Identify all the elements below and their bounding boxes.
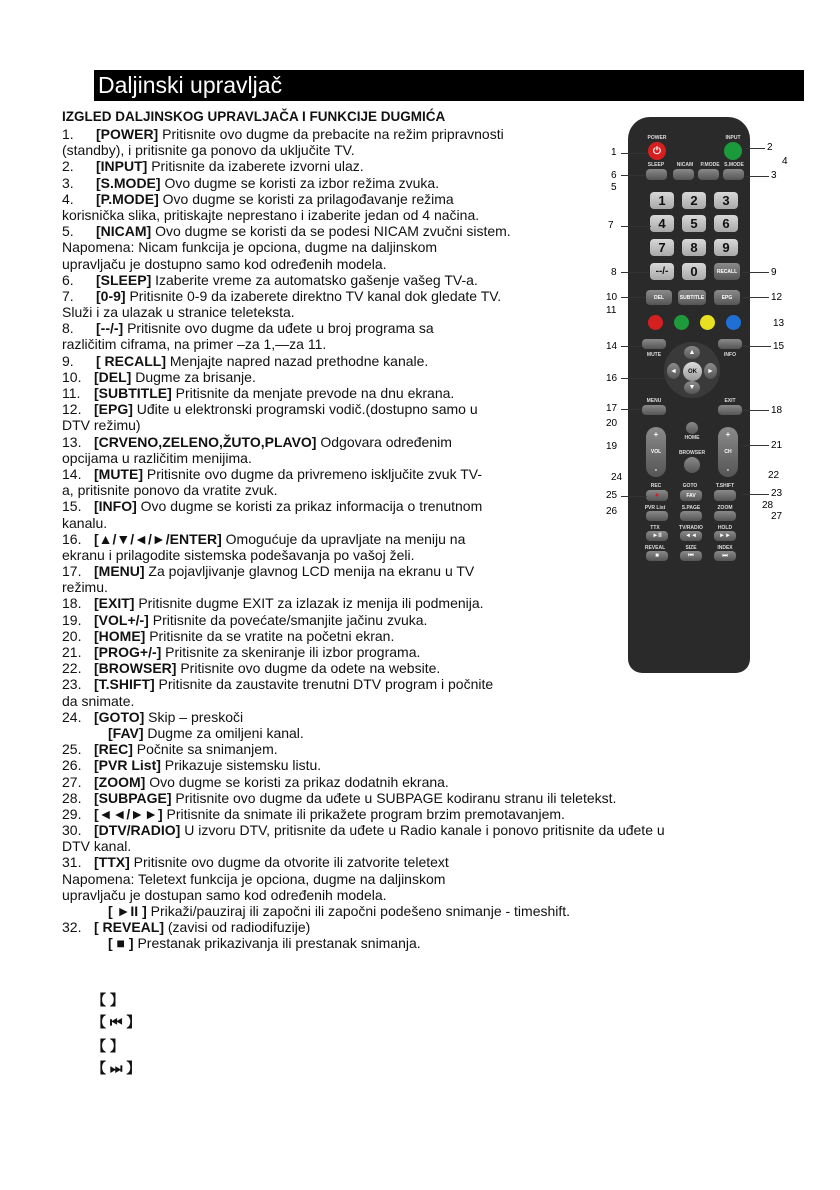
- leader-line: [621, 346, 642, 347]
- description: Pritisnite ovo dugme da odete na website.: [176, 660, 441, 677]
- button-key: [VOL+/-]: [94, 611, 149, 628]
- description: U izvoru DTV, pritisnite da uđete u Radio kanale i ponovo pritisnite da uđete u: [180, 822, 665, 839]
- description: Pritisnite ovo dugme da otvorite ili zatvorite teletext: [129, 854, 449, 871]
- item-number: 12.: [62, 401, 82, 418]
- callout-number: 14: [606, 341, 618, 352]
- sleep-label: SLEEP: [647, 162, 665, 168]
- description: Prikaži/pauziraj ili započni ili započni podešeno snimanje - timeshift.: [146, 903, 571, 919]
- button-key: [BROWSER]: [94, 660, 177, 677]
- callout-number: 13: [773, 318, 785, 329]
- blue-button[interactable]: [726, 315, 741, 330]
- function-line: [62, 676, 782, 692]
- smode-label: S.MODE: [724, 162, 744, 168]
- function-line: [62, 838, 782, 854]
- callout-number: 25: [606, 490, 618, 501]
- function-line: [62, 887, 782, 903]
- callout-number: 27: [771, 511, 783, 522]
- description: Pritisnite dugme EXIT za izlazak iz menija ili podmenija.: [134, 595, 484, 612]
- description: različitim ciframa, na primer –za 1,—za 11.: [62, 336, 327, 353]
- description: Pritisnite da menjate prevode na dnu ekrana.: [171, 385, 455, 401]
- rec-button[interactable]: ●: [646, 490, 668, 501]
- remote-control-illustration: [628, 117, 750, 673]
- button-key: [ZOOM]: [94, 773, 146, 790]
- leader-line: [742, 410, 769, 411]
- description: Za pojavljivanje glavnog LCD menija na ekranu u TV: [144, 563, 475, 580]
- callout-number: 26: [606, 506, 618, 517]
- item-number: 15.: [62, 498, 82, 515]
- item-number: 10.: [62, 368, 82, 385]
- button-key: [INPUT]: [96, 158, 148, 175]
- ok-button[interactable]: OK: [683, 362, 702, 381]
- button-key: [POWER]: [96, 126, 159, 142]
- description: Pritisnite ovo dugme da prebacite na režim pripravnosti: [158, 126, 504, 142]
- item-number: 22.: [62, 660, 82, 677]
- item-number: 9.: [62, 352, 74, 369]
- description: Odgovara određenim: [316, 433, 452, 450]
- vol-label: VOL: [650, 449, 662, 455]
- description: Omogućuje da upravljate na meniju na: [221, 530, 466, 547]
- item-number: 27.: [62, 773, 82, 790]
- button-key: [SUBPAGE]: [94, 789, 172, 806]
- next-button[interactable]: ⏭: [714, 551, 736, 561]
- function-line: [62, 709, 782, 725]
- del-button[interactable]: DEL: [646, 290, 672, 305]
- description: Napomena: Teletext funkcija je opciona, dugme na daljinskom: [62, 870, 446, 887]
- power-button[interactable]: ⏻: [648, 142, 666, 160]
- browser-button[interactable]: [684, 457, 700, 473]
- digit-0-button[interactable]: 0: [682, 263, 706, 280]
- menu-label: MENU: [646, 398, 662, 404]
- description: Dugme za omiljeni kanal.: [143, 724, 304, 741]
- digit-3-button[interactable]: 3: [714, 192, 738, 209]
- button-key: [CRVENO,ZELENO,ŽUTO,PLAVO]: [94, 433, 317, 450]
- digit-6-button[interactable]: 6: [714, 215, 738, 232]
- callout-number: 11: [606, 305, 617, 316]
- ttx-label: TTX: [650, 525, 660, 531]
- leader-line: [621, 175, 646, 176]
- description: Ovo dugme se koristi da se podesi NICAM zvučni sistem.: [151, 223, 511, 240]
- description: Dugme za brisanje.: [131, 368, 256, 385]
- leader-line: [742, 297, 769, 298]
- section-heading: IZGLED DALJINSKOG UPRAVLJAČA I FUNKCIJE DUGMIĆA: [62, 109, 446, 124]
- function-line: [62, 806, 782, 822]
- button-key: [MENU]: [94, 563, 145, 580]
- item-number: 19.: [62, 611, 82, 628]
- description: Ovo dugme se koristi za izbor režima zvuka.: [160, 174, 440, 191]
- description: opcijama u različitim menijima.: [62, 449, 252, 466]
- description: korisnička slika, pritiskajte neprestano i izaberite jedan od 4 načina.: [62, 206, 480, 223]
- callout-number: 8: [611, 267, 617, 278]
- smode-button[interactable]: [723, 169, 744, 180]
- description: a, pritisnite ponovo da vratite zvuk.: [62, 482, 278, 499]
- button-key: [SUBTITLE]: [94, 385, 172, 401]
- digit-2-button[interactable]: 2: [682, 192, 706, 209]
- callout-number: 12: [771, 292, 783, 303]
- item-number: 24.: [62, 708, 82, 725]
- description: Menjajte napred nazad prethodne kanale.: [166, 352, 429, 369]
- button-key: [PROG+/-]: [94, 644, 162, 660]
- button-key: [EPG]: [94, 401, 133, 418]
- button-key: [ REVEAL]: [94, 919, 164, 936]
- button-key: [FAV]: [108, 724, 144, 741]
- item-number: 18.: [62, 595, 82, 612]
- button-key: [▲/▼/◄/►/ENTER]: [94, 530, 222, 547]
- function-line: [62, 871, 782, 887]
- item-number: 5.: [62, 223, 74, 240]
- button-key: [SLEEP]: [96, 271, 152, 288]
- fav-button[interactable]: FAV: [680, 490, 702, 501]
- mute-button[interactable]: [642, 339, 666, 349]
- fast-forward-button[interactable]: ►►: [714, 531, 736, 541]
- item-number: 25.: [62, 741, 82, 758]
- bracket-next-icon: 【 ⏭ 】: [92, 1060, 141, 1076]
- button-key: [DEL]: [94, 368, 132, 385]
- item-number: 2.: [62, 158, 74, 175]
- green-button[interactable]: [674, 315, 689, 330]
- prev-button[interactable]: ⏮: [680, 551, 702, 561]
- item-number: 21.: [62, 644, 82, 660]
- ch-rocker[interactable]: + CH -: [718, 427, 738, 477]
- button-key: [T.SHIFT]: [94, 676, 155, 693]
- zoom-button[interactable]: [714, 511, 736, 521]
- description: Skip – preskoči: [144, 708, 244, 725]
- item-number: 20.: [62, 627, 82, 644]
- callout-number: 9: [771, 267, 777, 278]
- description: Pritisnite ovo dugme da uđete u SUBPAGE kodiranu stranu ili teletekst.: [171, 789, 617, 806]
- button-key: [INFO]: [94, 498, 137, 515]
- callout-number: 18: [771, 405, 783, 416]
- menu-button[interactable]: [642, 405, 666, 415]
- leader-line: [621, 272, 649, 273]
- button-key: [NICAM]: [96, 223, 152, 240]
- red-button[interactable]: [648, 315, 663, 330]
- nicam-button[interactable]: [673, 169, 694, 180]
- button-key: [0-9]: [96, 287, 126, 304]
- callout-number: 5: [611, 182, 617, 193]
- function-line: [62, 725, 782, 741]
- down-arrow-button[interactable]: ▼: [684, 381, 700, 394]
- item-number: 4.: [62, 190, 74, 207]
- mute-label: MUTE: [646, 352, 662, 358]
- callout-number: 19: [606, 441, 618, 452]
- callout-number: 22: [768, 470, 780, 481]
- callout-number: 20: [606, 418, 618, 429]
- rec-label: REC: [650, 483, 662, 489]
- function-line: [62, 903, 782, 919]
- pvr-list-button[interactable]: [646, 511, 668, 521]
- button-key: [DTV/RADIO]: [94, 822, 181, 839]
- function-line: [62, 919, 782, 935]
- button-key: [P.MODE]: [96, 190, 159, 207]
- callout-number: 3: [771, 170, 777, 181]
- description: upravljaču je dostupno samo kod određenih modela.: [62, 255, 387, 272]
- up-arrow-button[interactable]: ▲: [684, 346, 700, 359]
- description: Služi i za ulazak u stranice teleteksta.: [62, 304, 295, 321]
- callout-number: 17: [606, 403, 618, 414]
- leader-line: [742, 445, 769, 446]
- item-number: 6.: [62, 271, 74, 288]
- button-key: [REC]: [94, 741, 133, 758]
- description: Pritisnite za skeniranje ili izbor programa.: [161, 644, 421, 660]
- function-line: [62, 774, 782, 790]
- function-line: [62, 790, 782, 806]
- leader-line: [745, 148, 765, 149]
- item-number: 26.: [62, 757, 82, 774]
- exit-label: EXIT: [724, 398, 736, 404]
- stop-button[interactable]: ■: [646, 551, 668, 561]
- button-key: [--/-]: [96, 320, 124, 337]
- tshift-label: T.SHIFT: [715, 483, 735, 489]
- description: (zavisi od radiodifuzije): [164, 919, 311, 936]
- description: Prestanak prikazivanja ili prestanak snimanja.: [133, 935, 421, 952]
- leader-line: [742, 494, 769, 495]
- callout-number: 21: [771, 440, 783, 451]
- description: DTV kanal.: [62, 838, 132, 855]
- description: Pritisnite da povećate/smanjite jačinu zvuka.: [148, 611, 428, 628]
- callout-number: 23: [771, 488, 783, 499]
- button-key: [HOME]: [94, 627, 146, 644]
- description: Pritisnite ovo dugme da privremeno isključite zvuk TV-: [143, 465, 482, 482]
- item-number: 32.: [62, 919, 82, 936]
- item-number: 3.: [62, 174, 74, 191]
- leader-line: [621, 153, 648, 154]
- description: Pritisnite da snimate ili prikažete program brzim premotavanjem.: [162, 805, 565, 822]
- button-key: [PVR List]: [94, 757, 161, 774]
- callout-number: 15: [773, 341, 785, 352]
- home-label: HOME: [684, 435, 700, 441]
- nicam-label: NICAM: [676, 162, 694, 168]
- digit-7-button[interactable]: 7: [650, 239, 674, 256]
- description: Uđite u elektronski programski vodič.(dostupno samo u: [132, 401, 478, 418]
- index-label: INDEX: [717, 545, 733, 551]
- description: Ovo dugme se koristi za prilagođavanje režima: [158, 190, 454, 207]
- description: da snimate.: [62, 692, 135, 709]
- dash-button[interactable]: --/-: [650, 263, 674, 280]
- item-number: 14.: [62, 465, 82, 482]
- input-button[interactable]: [724, 142, 742, 160]
- pmode-button[interactable]: [698, 169, 719, 180]
- description: Pritisnite da izaberete izvorni ulaz.: [147, 158, 364, 175]
- description: kanalu.: [62, 514, 108, 531]
- item-number: 16.: [62, 530, 82, 547]
- yellow-button[interactable]: [700, 315, 715, 330]
- callout-number: 24: [611, 472, 623, 483]
- leader-line: [745, 176, 769, 177]
- bracket-blank-2: 【 】: [92, 1038, 124, 1054]
- right-arrow-button[interactable]: ►: [704, 363, 717, 379]
- description: Izaberite vreme za automatsko gašenje vašeg TV-a.: [151, 271, 478, 288]
- description: Pritisnite 0-9 da izaberete direktno TV kanal dok gledate TV.: [125, 287, 502, 304]
- info-label: INFO: [724, 352, 736, 358]
- description: Prikazuje sistemsku listu.: [160, 757, 322, 774]
- leader-line: [621, 496, 647, 497]
- callout-number: 10: [606, 292, 618, 303]
- pvr-label: PVR List: [644, 505, 666, 511]
- callout-number: 4: [782, 156, 788, 167]
- recall-button[interactable]: RECALL: [714, 263, 740, 280]
- spage-label: S.PAGE: [681, 505, 701, 511]
- callout-number: 28: [762, 500, 774, 511]
- description: ekranu i prilagodite sistemska podešavanja po vašoj želi.: [62, 546, 415, 563]
- home-button[interactable]: [686, 422, 698, 434]
- page-title: Daljinski upravljač: [94, 70, 804, 101]
- input-label: INPUT: [725, 135, 741, 141]
- bracket-prev-icon: 【 ⏮ 】: [92, 1014, 141, 1030]
- function-line: [62, 757, 782, 773]
- digit-8-button[interactable]: 8: [682, 239, 706, 256]
- button-key: [ ►II ]: [108, 903, 147, 919]
- item-number: 30.: [62, 822, 82, 839]
- digit-1-button[interactable]: 1: [650, 192, 674, 209]
- info-button[interactable]: [718, 339, 742, 349]
- description: režimu.: [62, 579, 108, 596]
- item-number: 23.: [62, 676, 82, 693]
- callout-number: 7: [608, 220, 614, 231]
- reveal-label: REVEAL: [644, 545, 666, 551]
- button-key: [GOTO]: [94, 708, 145, 725]
- item-number: 11.: [62, 385, 81, 401]
- zoom-label: ZOOM: [717, 505, 733, 511]
- button-key: [ RECALL]: [96, 352, 166, 369]
- left-arrow-button[interactable]: ◄: [667, 363, 680, 379]
- description: Počnite sa snimanjem.: [132, 741, 278, 758]
- size-label: SIZE: [685, 545, 697, 551]
- description: upravljaču je dostupan samo kod određenih modela.: [62, 886, 387, 903]
- tshift-button[interactable]: [714, 490, 736, 501]
- callout-number: 6: [611, 170, 617, 181]
- digit-5-button[interactable]: 5: [682, 215, 706, 232]
- power-label: POWER: [647, 135, 667, 141]
- leader-line: [621, 297, 646, 298]
- description: Pritisnite ovo dugme da uđete u broj programa sa: [123, 320, 434, 337]
- bracket-blank-1: 【 】: [92, 992, 124, 1008]
- item-number: 28.: [62, 789, 82, 806]
- function-line: [62, 854, 782, 870]
- leader-line: [621, 226, 651, 227]
- digit-4-button[interactable]: 4: [650, 215, 674, 232]
- leader-line: [742, 272, 769, 273]
- browser-label: BROWSER: [678, 450, 706, 456]
- leader-line: [742, 346, 771, 347]
- function-line: [62, 693, 782, 709]
- leader-line: [621, 378, 665, 379]
- button-key: [MUTE]: [94, 465, 143, 482]
- function-line: [62, 741, 782, 757]
- subpage-button[interactable]: [680, 511, 702, 521]
- button-key: [EXIT]: [94, 595, 135, 612]
- button-key: [TTX]: [94, 854, 130, 871]
- item-number: 8.: [62, 320, 74, 337]
- callout-number: 2: [767, 142, 773, 153]
- button-key: [◄◄/►►]: [94, 805, 163, 822]
- description: Ovo dugme se koristi za prikaz informacija o trenutnom: [136, 498, 483, 515]
- goto-label: GOTO: [682, 483, 698, 489]
- item-number: 31.: [62, 854, 82, 871]
- item-number: 7.: [62, 287, 74, 304]
- button-key: [S.MODE]: [96, 174, 161, 191]
- button-key: [ ■ ]: [108, 935, 134, 952]
- description: Pritisnite da se vratite na početni ekran.: [145, 627, 395, 644]
- epg-button[interactable]: EPG: [714, 290, 740, 305]
- vol-rocker[interactable]: + VOL -: [646, 427, 666, 477]
- description: Napomena: Nicam funkcija je opciona, dugme na daljinskom: [62, 239, 438, 256]
- ch-label: CH: [724, 449, 732, 455]
- item-number: 13.: [62, 433, 82, 450]
- description: Ovo dugme se koristi za prikaz dodatnih ekrana.: [145, 773, 449, 790]
- callout-number: 1: [611, 147, 617, 158]
- hold-label: HOLD: [717, 525, 733, 531]
- function-line: [62, 935, 782, 951]
- description: DTV režimu): [62, 417, 141, 434]
- play-pause-button[interactable]: ►II: [646, 531, 668, 541]
- exit-button[interactable]: [718, 405, 742, 415]
- pmode-label: P.MODE: [700, 162, 720, 168]
- item-number: 29.: [62, 805, 82, 822]
- digit-9-button[interactable]: 9: [714, 239, 738, 256]
- rewind-button[interactable]: ◄◄: [680, 531, 702, 541]
- tvradio-label: TV/RADIO: [679, 525, 703, 531]
- subtitle-button[interactable]: SUBTITLE: [678, 290, 706, 305]
- leader-line: [621, 409, 642, 410]
- item-number: 17.: [62, 563, 82, 580]
- function-line: [62, 822, 782, 838]
- description: Pritisnite da zaustavite trenutni DTV program i počnite: [154, 676, 494, 693]
- description: (standby), i pritisnite ga ponovo da uključite TV.: [62, 142, 355, 159]
- sleep-button[interactable]: [646, 169, 667, 180]
- callout-number: 16: [606, 373, 618, 384]
- item-number: 1.: [62, 126, 74, 142]
